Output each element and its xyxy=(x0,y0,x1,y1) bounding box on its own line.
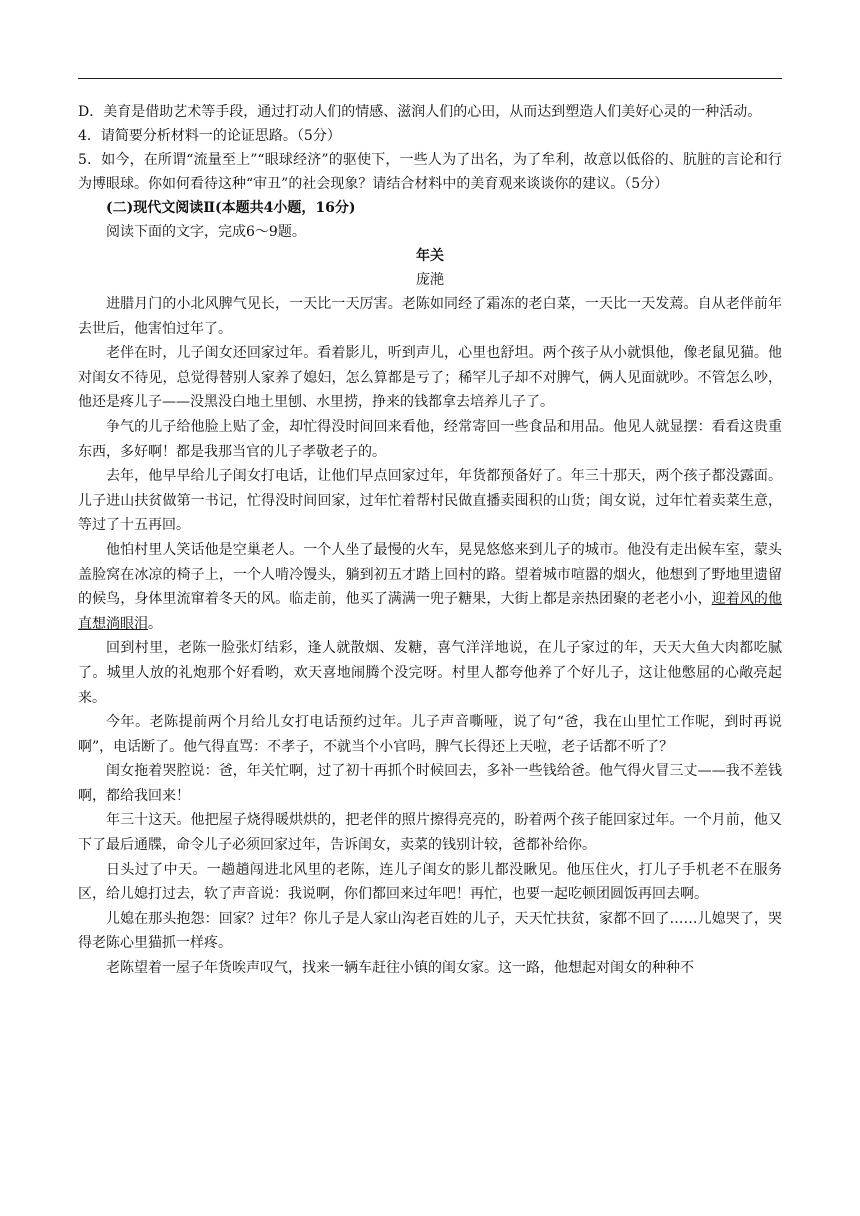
article-body xyxy=(78,292,782,981)
article-paragraph-9: 年三十这天。他把屋子烧得暖烘烘的，把老伴的照片擦得亮亮的，盼着两个孩子能回家过年。一个月前，他又下了最后通牒，命令儿子必须回家过年，告诉闺女，卖菜的钱别计较，爸都补给你。 xyxy=(78,812,782,854)
article-paragraph-12: 老陈望着一屋子年货唉声叹气，找来一辆车赶往小镇的闺女家。这一路，他想起对闺女的种种不 xyxy=(106,960,694,977)
article-author: 庞滟 xyxy=(416,272,444,288)
page-content xyxy=(78,100,782,981)
article-paragraph-6: 回到村里，老陈一脸张灯结彩，逢人就散烟、发糖，喜气洋洋地说，在儿子家过的年，天天大鱼大肉都吃腻了。城里人放的礼炮那个好看哟，欢天喜地闹腾个没完呀。村里人都夸他养了个好儿子，这让他憋屈的心敞亮起来。 xyxy=(78,640,782,706)
paragraph-5-end: 。 xyxy=(148,615,162,632)
article-paragraph-4: 去年，他早早给儿子闺女打电话，让他们早点回家过年，年货都预备好了。年三十那天，两个孩子都没露面。儿子进山扶贫做第一书记，忙得没时间回家，过年忙着帮村民做直播卖囤积的山货；闺女说，过年忙着卖菜生意，等过了十五再回。 xyxy=(78,468,782,534)
paragraph-5-text: 他怕村里人笑话他是空巢老人。一个人坐了最慢的火车，晃晃悠悠来到儿子的城市。他没有走出候车室，蒙头盖脸窝在冰凉的椅子上，一个人啃冷馒头，躺到初五才踏上回村的路。望着城市喧嚣的烟火，他想到了野地里遗留的候鸟，身体里流窜着冬天的风。临走前，他买了满满一兜子糖果，大街上都是亲热团聚的老老小小， xyxy=(78,541,782,608)
article-title: 年关 xyxy=(416,248,444,264)
article-paragraph-5 xyxy=(78,538,782,636)
article-paragraph-10: 日头过了中天。一趟趟闯进北风里的老陈，连儿子闺女的影儿都没瞅见。他压住火，打儿子手机老不在服务区，给儿媳打过去，软了声音说：我说啊，你们都回来过年吧！再忙，也要一起吃顿团圆饭再回去啊。 xyxy=(78,861,782,903)
article-paragraph-3: 争气的儿子给他脸上贴了金，却忙得没时间回来看他，经常寄回一些食品和用品。他见人就显摆：看看这贵重东西，多好啊！都是我那当官的儿子孝敬老子的。 xyxy=(78,418,782,460)
article-paragraph-7: 今年。老陈提前两个月给儿女打电话预约过年。儿子声音嘶哑，说了句“爸，我在山里忙工作呢，到时再说啊”，电话断了。他气得直骂：不孝子，不就当个小官吗，脾气长得还上天啦，老子话都不听了？ xyxy=(78,714,782,755)
article-paragraph-1: 进腊月门的小北风脾气见长，一天比一天厉害。老陈如同经了霜冻的老白菜，一天比一天发蔫。自从老伴前年去世后，他害怕过年了。 xyxy=(78,296,782,337)
section-instruction: 阅读下面的文字，完成6～9题。 xyxy=(106,224,306,240)
article-paragraph-11: 儿媳在那头抱怨：回家？过年？你儿子是人家山沟老百姓的儿子，天天忙扶贫，家都不回了……儿媳哭了，哭得老陈心里猫抓一样疼。 xyxy=(78,910,782,952)
question-5: 5．如今，在所谓“流量至上”“眼球经济”的驱使下，一些人为了出名，为了牟利，故意以低俗的、肮脏的言论和行为博眼球。你如何看待这种“审丑”的社会现象？请结合材料中的美育观来谈谈你的建议。（5分） xyxy=(78,152,782,192)
section-heading: (二)现代文阅读Ⅱ(本题共4小题，16分) xyxy=(106,200,356,216)
question-4: 4．请简要分析材料一的论证思路。（5分） xyxy=(78,128,341,144)
header-rule xyxy=(78,78,782,79)
article-paragraph-2: 老伴在时，儿子闺女还回家过年。看着影儿，听到声儿，心里也舒坦。两个孩子从小就惧他，像老鼠见猫。他对闺女不待见，总觉得替别人家养了媳妇，怎么算都是亏了；稀罕儿子却不对脾气，俩人见面就吵。不管怎么吵，他还是疼儿子——没黑没白地土里刨、水里捞，挣来的钱都拿去培养儿子了。 xyxy=(78,345,782,411)
question-option-d: D．美育是借助艺术等手段，通过打动人们的情感、滋润人们的心田，从而达到塑造人们美好心灵的一种活动。 xyxy=(78,104,762,120)
underlined-sentence: 迎着风的他直想淌眼泪 xyxy=(78,591,782,632)
article-paragraph-8: 闺女拖着哭腔说：爸，年关忙啊，过了初十再抓个时候回去，多补一些钱给爸。他气得火冒三丈——我不差钱啊，都给我回来！ xyxy=(78,763,782,804)
